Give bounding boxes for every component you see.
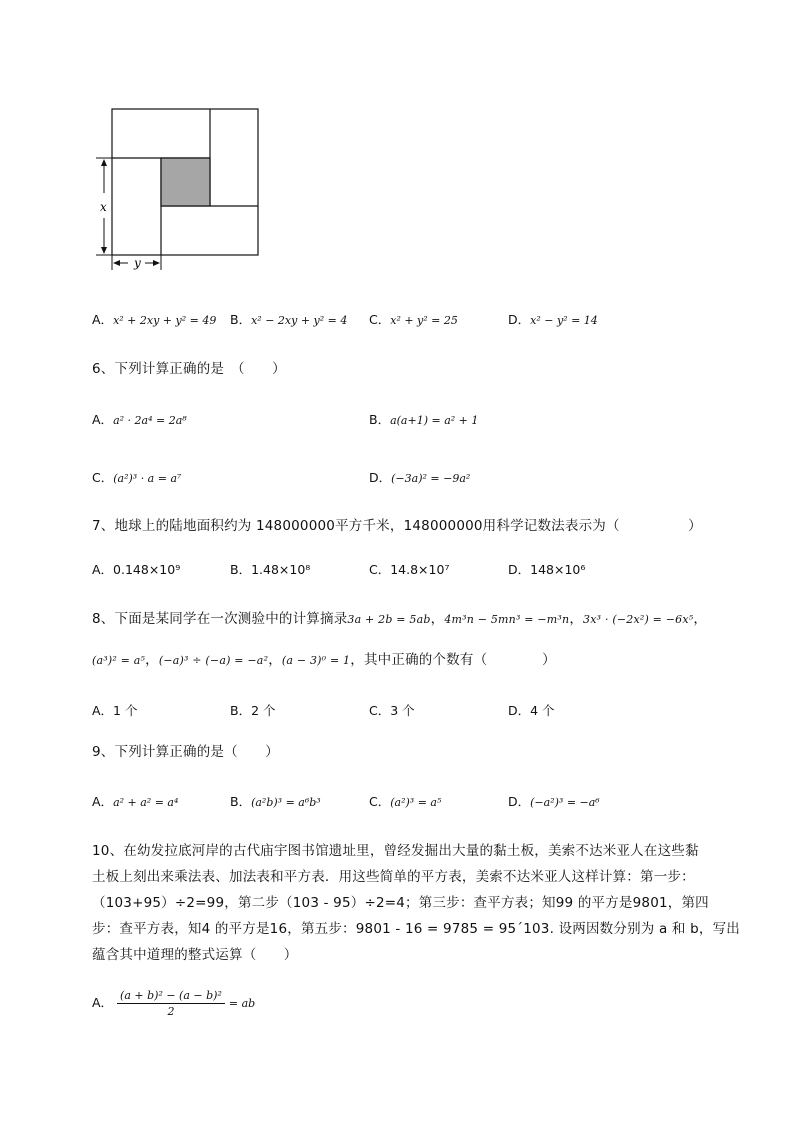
q8-option-c[interactable]: C．3 个 (369, 703, 415, 718)
q7-option-b[interactable]: B．1.48×10⁸ (230, 562, 311, 577)
q10-line1: 10、在幼发拉底河岸的古代庙宇图书馆遗址里，曾经发掘出大量的黏土板，美索不达米亚人在这些黏 (92, 843, 699, 859)
q5-option-c[interactable]: C．x² + y² = 25 (369, 312, 458, 327)
q7-option-a[interactable]: A．0.148×10⁹ (92, 562, 181, 577)
q8-stem-line2: (a³)² = a⁵，(−a)³ ÷ (−a) = −a²，(a − 3)⁰ = 1，其中正确的个数有（ ） (92, 652, 556, 668)
q6-option-c[interactable]: C．(a²)³ · a = a⁷ (92, 470, 182, 485)
arrow-right-icon (153, 260, 160, 266)
q10-line3: （103+95）÷2=99，第二步（103 - 95）÷2=4；第三步：查平方表；知99 的平方是9801，第四 (92, 895, 709, 911)
q5-option-d[interactable]: D．x² − y² = 14 (508, 312, 598, 327)
label-y: y (134, 256, 141, 270)
q9-option-b[interactable]: B．(a²b)³ = a⁶b³ (230, 794, 321, 809)
q8-option-b[interactable]: B．2 个 (230, 703, 276, 718)
q5-option-b[interactable]: B．x² − 2xy + y² = 4 (230, 312, 348, 327)
label-x: x (100, 200, 107, 214)
q6-option-a[interactable]: A．a² · 2a⁴ = 2a⁸ (92, 412, 187, 427)
q10-line5: 蕴含其中道理的整式运算（ ） (92, 947, 298, 963)
q9-option-d[interactable]: D．(−a²)³ = −a⁶ (508, 794, 600, 809)
q9-option-a[interactable]: A．a² + a² = a⁴ (92, 794, 179, 809)
arrow-up-icon (101, 159, 107, 166)
q8-stem-line1: 8、下面是某同学在一次测验中的计算摘录3a + 2b = 5ab，4m³n − 5mn³ = −m³n，3x³ · (−2x²) = −6x⁵， (92, 611, 708, 627)
q9-option-c[interactable]: C．(a²)³ = a⁵ (369, 794, 442, 809)
q8-option-a[interactable]: A．1 个 (92, 703, 138, 718)
q7-option-c[interactable]: C．14.8×10⁷ (369, 562, 450, 577)
q5-option-a[interactable]: A．x² + 2xy + y² = 49 (92, 312, 217, 327)
q10-option-a[interactable]: A． $\frac{\text{(a + b)² − (a − b)²}}{2}$ = ab (92, 989, 256, 1018)
q8-option-d[interactable]: D．4 个 (508, 703, 555, 718)
q9-stem: 9、下列计算正确的是（ ） (92, 744, 279, 760)
arrow-left-icon (113, 260, 120, 266)
shaded-square (161, 158, 210, 206)
q10-line2: 土板上刻出来乘法表、加法表和平方表．用这些简单的平方表，美索不达米亚人这样计算：第一步： (92, 869, 695, 885)
q10-option-a-fraction: $\frac{\text{(a + b)² − (a − b)²}}{2}$ (117, 990, 225, 1017)
q7-stem: 7、地球上的陆地面积约为 148000000平方千米，148000000用科学记数法表示为（ ） (92, 518, 702, 534)
arrow-down-icon (101, 247, 107, 254)
q7-option-d[interactable]: D．148×10⁶ (508, 562, 586, 577)
q6-option-b[interactable]: B．a(a+1) = a² + 1 (369, 412, 479, 427)
q6-stem: 6、下列计算正确的是 （ ） (92, 361, 286, 377)
q6-option-d[interactable]: D．(−3a)² = −9a² (369, 470, 471, 485)
q10-line4: 步：查平方表，知4 的平方是16，第五步：9801 - 16 = 9785 = 95´103. 设两因数分别为 a 和 b，写出 (92, 921, 740, 937)
square-diagram (90, 105, 270, 275)
